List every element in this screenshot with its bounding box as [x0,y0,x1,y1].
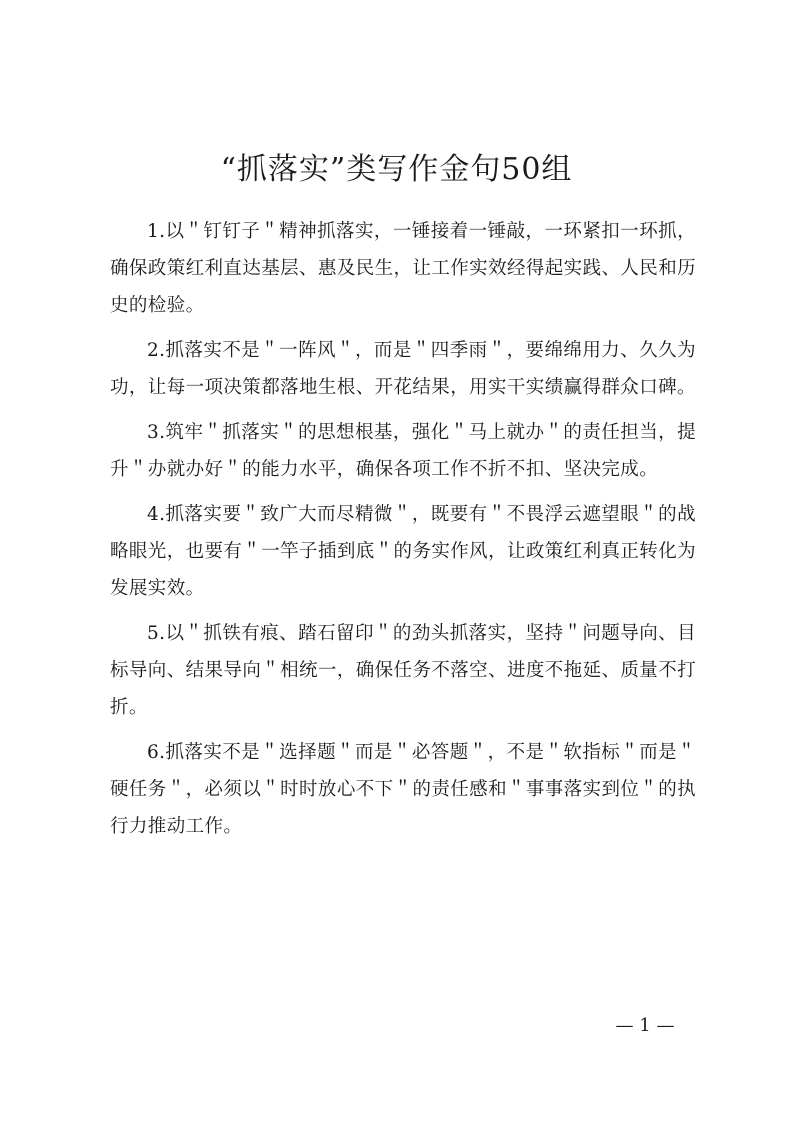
page-title: “抓落实”类写作金句50组 [220,152,573,187]
paragraph-2: 2.抓落实不是＂一阵风＂，而是＂四季雨＂，要绵绵用力、久久为功，让每一项决策都落地生根、开花结果，用实干实绩赢得群众口碑。 [110,340,696,398]
document-body [110,213,696,853]
paragraph-1: 1.以＂钉钉子＂精神抓落实，一锤接着一锤敲，一环紧扣一环抓，确保政策红利直达基层、惠及民生，让工作实效经得起实践、人民和历史的检验。 [110,221,696,316]
paragraph-4: 4.抓落实要＂致广大而尽精微＂，既要有＂不畏浮云遮望眼＂的战略眼光，也要有＂一竿子插到底＂的务实作风，让政策红利真正转化为发展实效。 [110,504,696,599]
paragraph-5: 5.以＂抓铁有痕、踏石留印＂的劲头抓落实，坚持＂问题导向、目标导向、结果导向＂相统一，确保任务不落空、进度不拖延、质量不打折。 [110,623,696,718]
paragraph-3: 3.筑牢＂抓落实＂的思想根基，强化＂马上就办＂的责任担当，提升＂办就办好＂的能力水平，确保各项工作不折不扣、坚决完成。 [110,422,696,480]
paragraph-6: 6.抓落实不是＂选择题＂而是＂必答题＂，不是＂软指标＂而是＂硬任务＂，必须以＂时时放心不下＂的责任感和＂事事落实到位＂的执行力推动工作。 [110,742,696,837]
page-number: — 1 — [615,1015,675,1036]
